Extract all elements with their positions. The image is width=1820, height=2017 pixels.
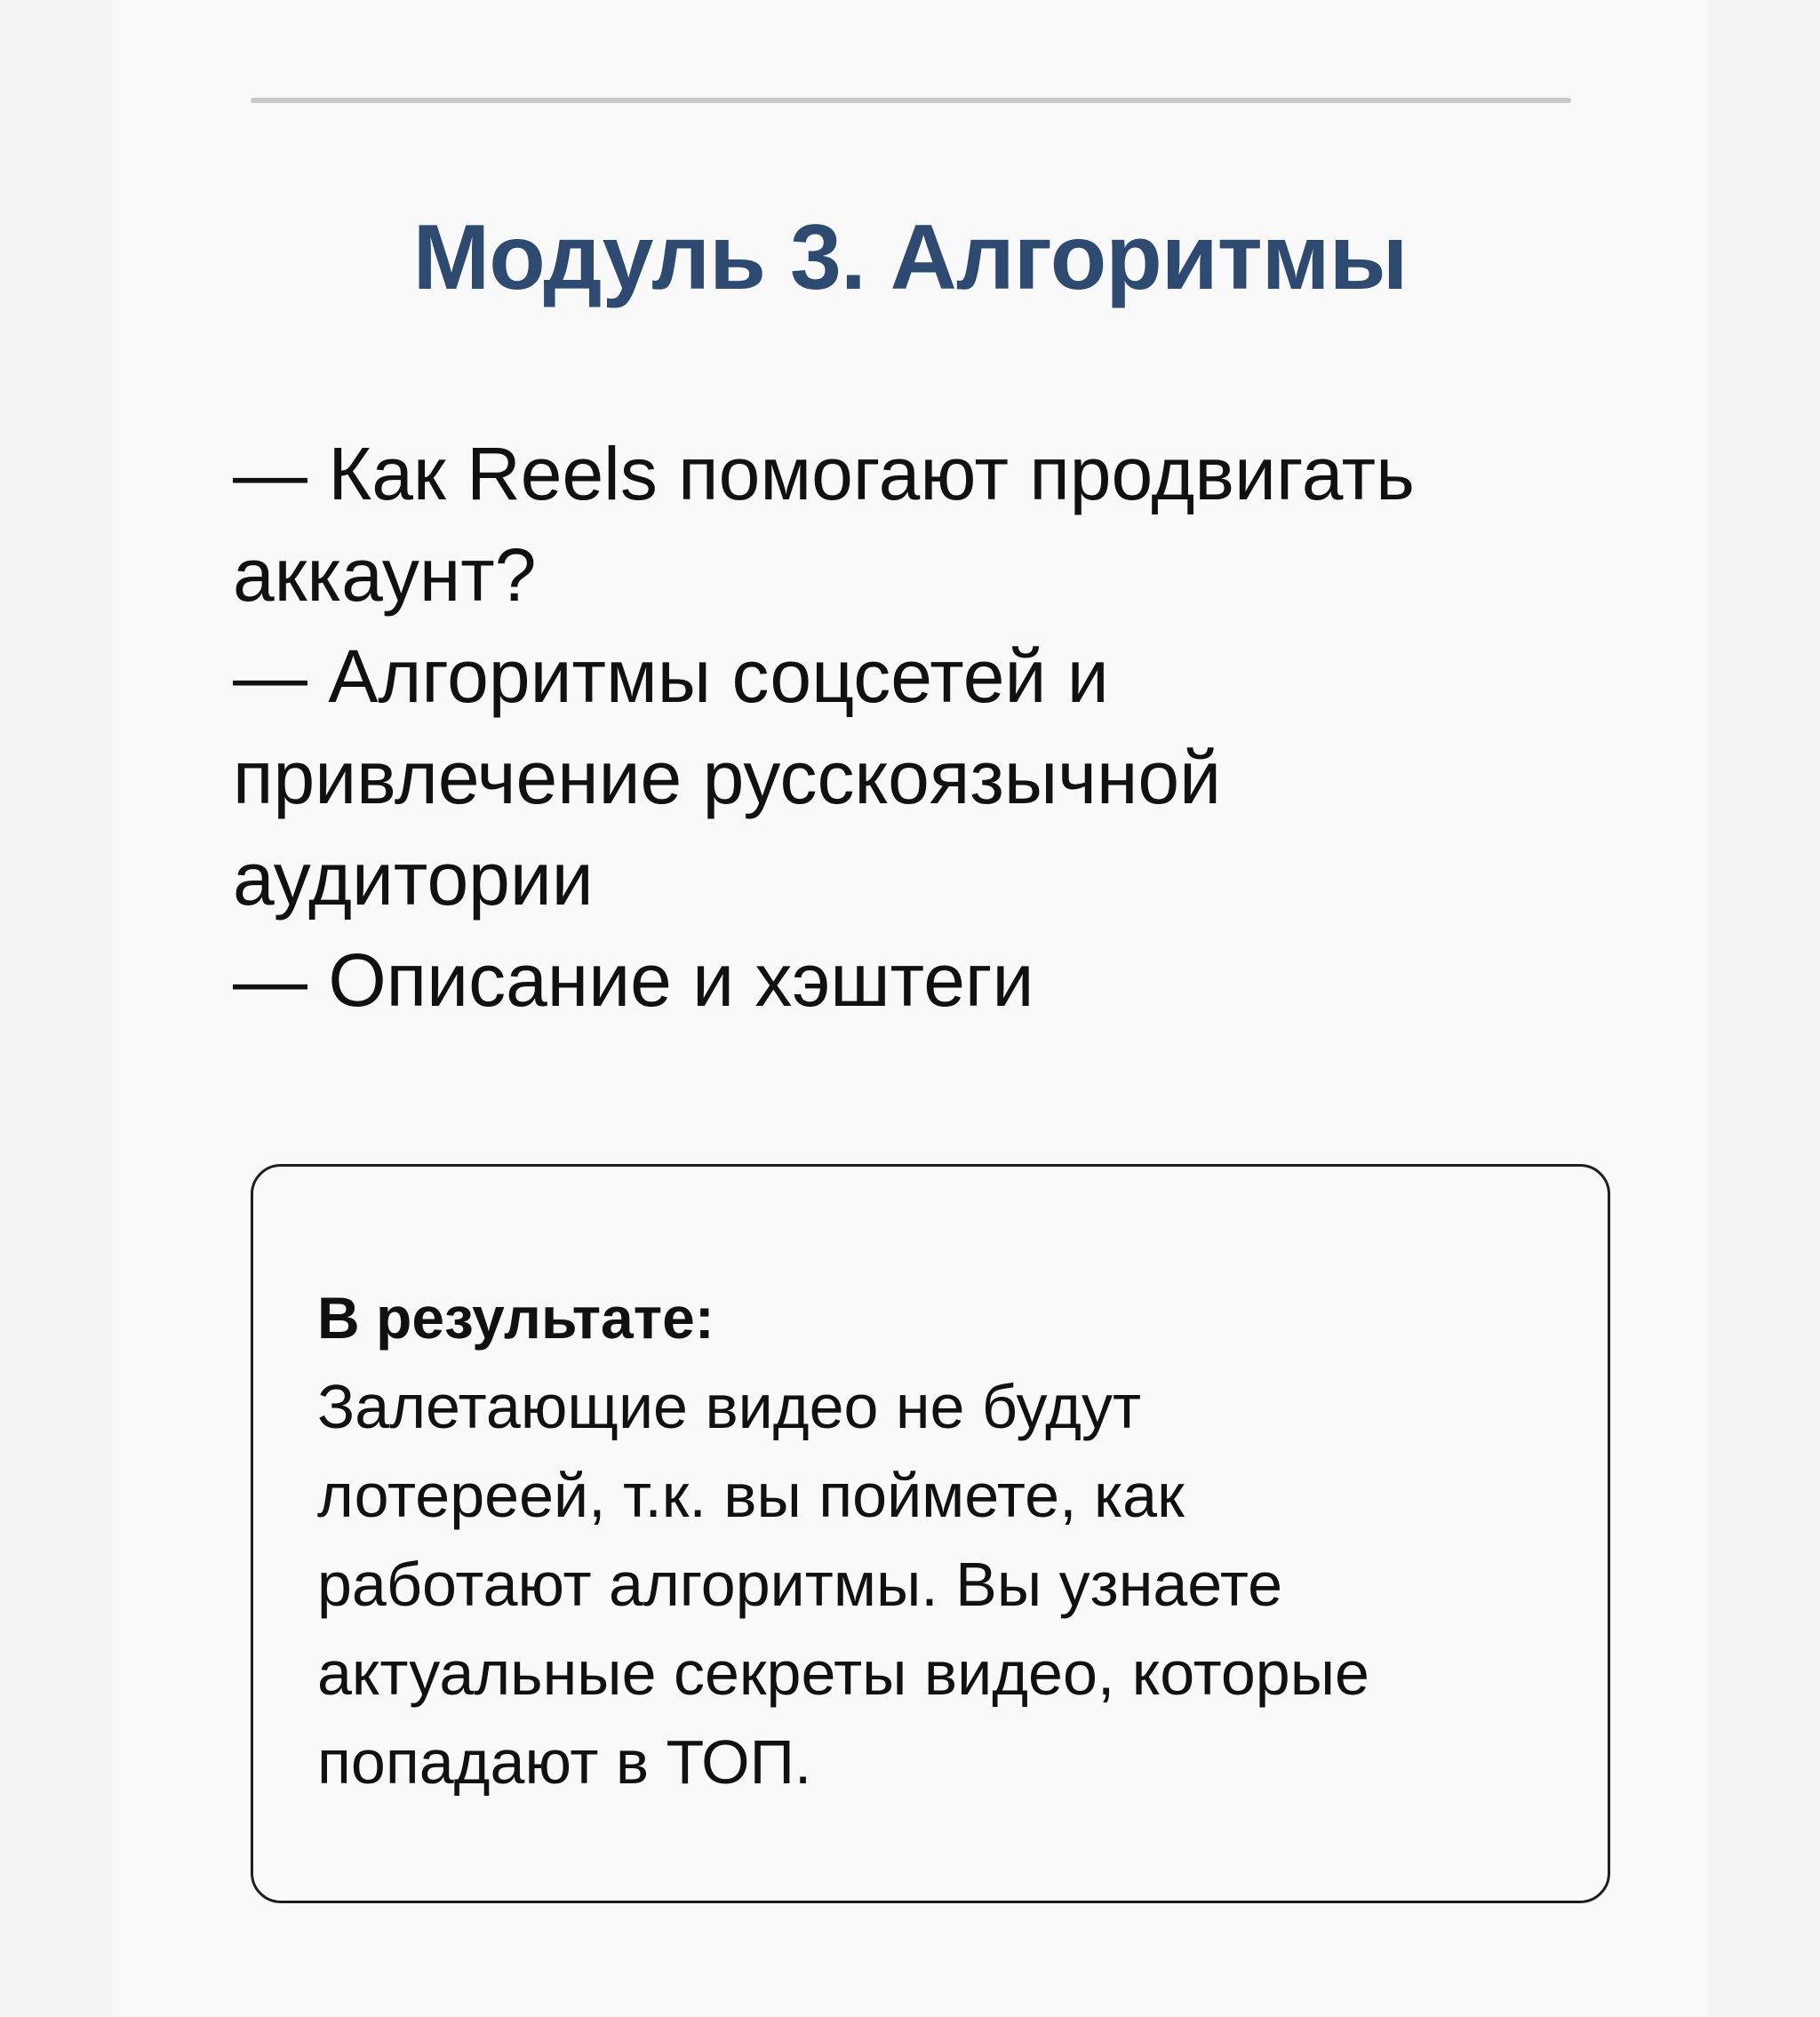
result-heading: В результате: — [317, 1285, 714, 1351]
top-divider — [251, 98, 1571, 103]
topic-line: аккаунт? — [233, 533, 537, 617]
result-line: работают алгоритмы. Вы узнаете — [317, 1550, 1283, 1619]
page-content — [112, 0, 1708, 2017]
topic-line: — Алгоритмы соцсетей и — [233, 634, 1109, 718]
topic-line: — Как Reels помогают продвигать — [233, 432, 1415, 515]
result-line: Залетающие видео не будут — [317, 1372, 1142, 1441]
topics-list — [233, 423, 1619, 1031]
result-line: лотереей, т.к. вы поймете, как — [317, 1461, 1185, 1530]
topic-line: — Описание и хэштеги — [233, 938, 1034, 1022]
result-line: попадают в ТОП. — [317, 1727, 812, 1797]
topic-line: аудитории — [233, 837, 594, 921]
result-box — [251, 1164, 1610, 1903]
result-body — [317, 1362, 1561, 1806]
result-line: актуальные секреты видео, которые — [317, 1638, 1369, 1708]
module-title: Модуль 3. Алгоритмы — [412, 206, 1408, 309]
topic-line: привлечение русскоязычной — [233, 736, 1222, 819]
